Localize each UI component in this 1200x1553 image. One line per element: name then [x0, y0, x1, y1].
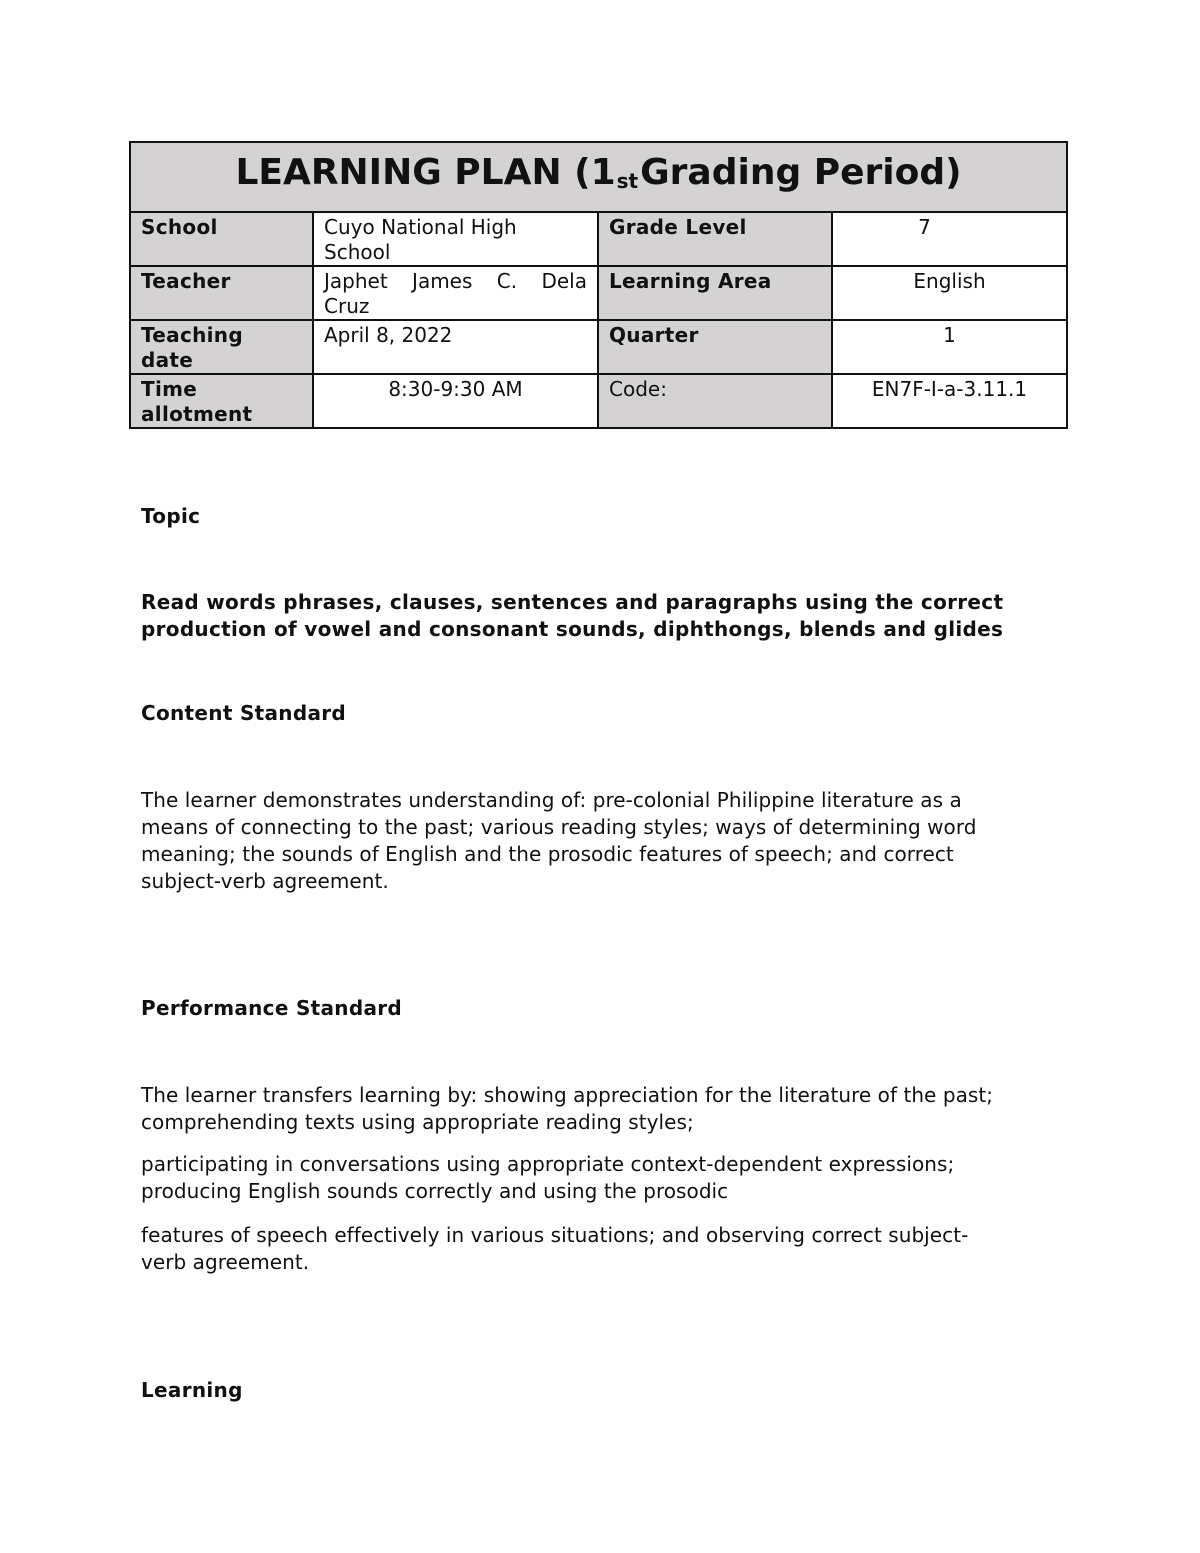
school-value-line1: Cuyo National High [324, 215, 517, 239]
quarter-value: 1 [832, 320, 1067, 374]
school-label: School [130, 212, 313, 266]
plan-title [130, 142, 1067, 212]
content-standard-line4: subject-verb agreement. [141, 869, 389, 893]
teacher-value-line1: Japhet James C. Dela [324, 269, 587, 293]
learning-plan-table [129, 141, 1068, 429]
learning-heading-text: Learning [141, 1378, 243, 1402]
performance-standard-para2-line1: participating in conversations using appropriate context-dependent expressions; [141, 1152, 955, 1176]
performance-standard-heading [141, 995, 1071, 1022]
table-row-school [130, 212, 1067, 266]
teaching-date-label [130, 320, 313, 374]
time-allotment-label-line1: Time [141, 377, 198, 401]
teacher-label: Teacher [130, 266, 313, 320]
plan-title-rest: Grading Period) [640, 152, 962, 193]
performance-standard-para3-line1: features of speech effectively in various situations; and observing correct subject- [141, 1223, 969, 1247]
learning-area-label: Learning Area [598, 266, 832, 320]
teaching-date-value: April 8, 2022 [313, 320, 598, 374]
topic-heading-text: Topic [141, 504, 201, 528]
table-row-teaching-date [130, 320, 1067, 374]
content-standard-line3: meaning; the sounds of English and the prosodic features of speech; and correct [141, 842, 954, 866]
performance-standard-para2 [141, 1151, 1071, 1205]
plan-title-main: LEARNING PLAN (1 [235, 152, 616, 193]
time-allotment-label-line2: allotment [141, 402, 253, 426]
learning-area-value: English [832, 266, 1067, 320]
performance-standard-para1-line2: comprehending texts using appropriate reading styles; [141, 1110, 694, 1134]
content-standard-text [141, 787, 1071, 895]
content-standard-line1: The learner demonstrates understanding of: pre-colonial Philippine literature as a [141, 788, 962, 812]
performance-standard-para3-line2: verb agreement. [141, 1250, 310, 1274]
teaching-date-label-line1: Teaching [141, 323, 243, 347]
table-row-teacher [130, 266, 1067, 320]
topic-text-line2: production of vowel and consonant sounds, diphthongs, blends and glides [141, 617, 1004, 641]
teaching-date-label-line2: date [141, 348, 194, 372]
learning-heading [141, 1377, 1071, 1404]
grade-level-label: Grade Level [598, 212, 832, 266]
content-standard-heading [141, 700, 1071, 727]
performance-standard-para1-line1: The learner transfers learning by: showing appreciation for the literature of the past; [141, 1083, 994, 1107]
school-value-line2: School [324, 240, 391, 264]
grade-level-value: 7 [832, 212, 1067, 266]
content-standard-heading-text: Content Standard [141, 701, 347, 725]
performance-standard-para3 [141, 1222, 1071, 1276]
teacher-value-line2: Cruz [324, 294, 370, 318]
content-standard-line2: means of connecting to the past; various reading styles; ways of determining word [141, 815, 977, 839]
teacher-value [313, 266, 598, 320]
school-value [313, 212, 598, 266]
performance-standard-para2-line2: producing English sounds correctly and using the prosodic [141, 1179, 729, 1203]
plan-title-superscript: st [616, 169, 639, 193]
performance-standard-heading-text: Performance Standard [141, 996, 403, 1020]
time-allotment-value: 8:30-9:30 AM [313, 374, 598, 428]
code-value: EN7F-I-a-3.11.1 [832, 374, 1067, 428]
table-row-time-allotment [130, 374, 1067, 428]
topic-text [141, 589, 1071, 643]
topic-text-line1: Read words phrases, clauses, sentences and paragraphs using the correct [141, 590, 1004, 614]
quarter-label: Quarter [598, 320, 832, 374]
topic-heading [141, 503, 1071, 530]
code-label: Code: [598, 374, 832, 428]
performance-standard-para1 [141, 1082, 1071, 1136]
time-allotment-label [130, 374, 313, 428]
